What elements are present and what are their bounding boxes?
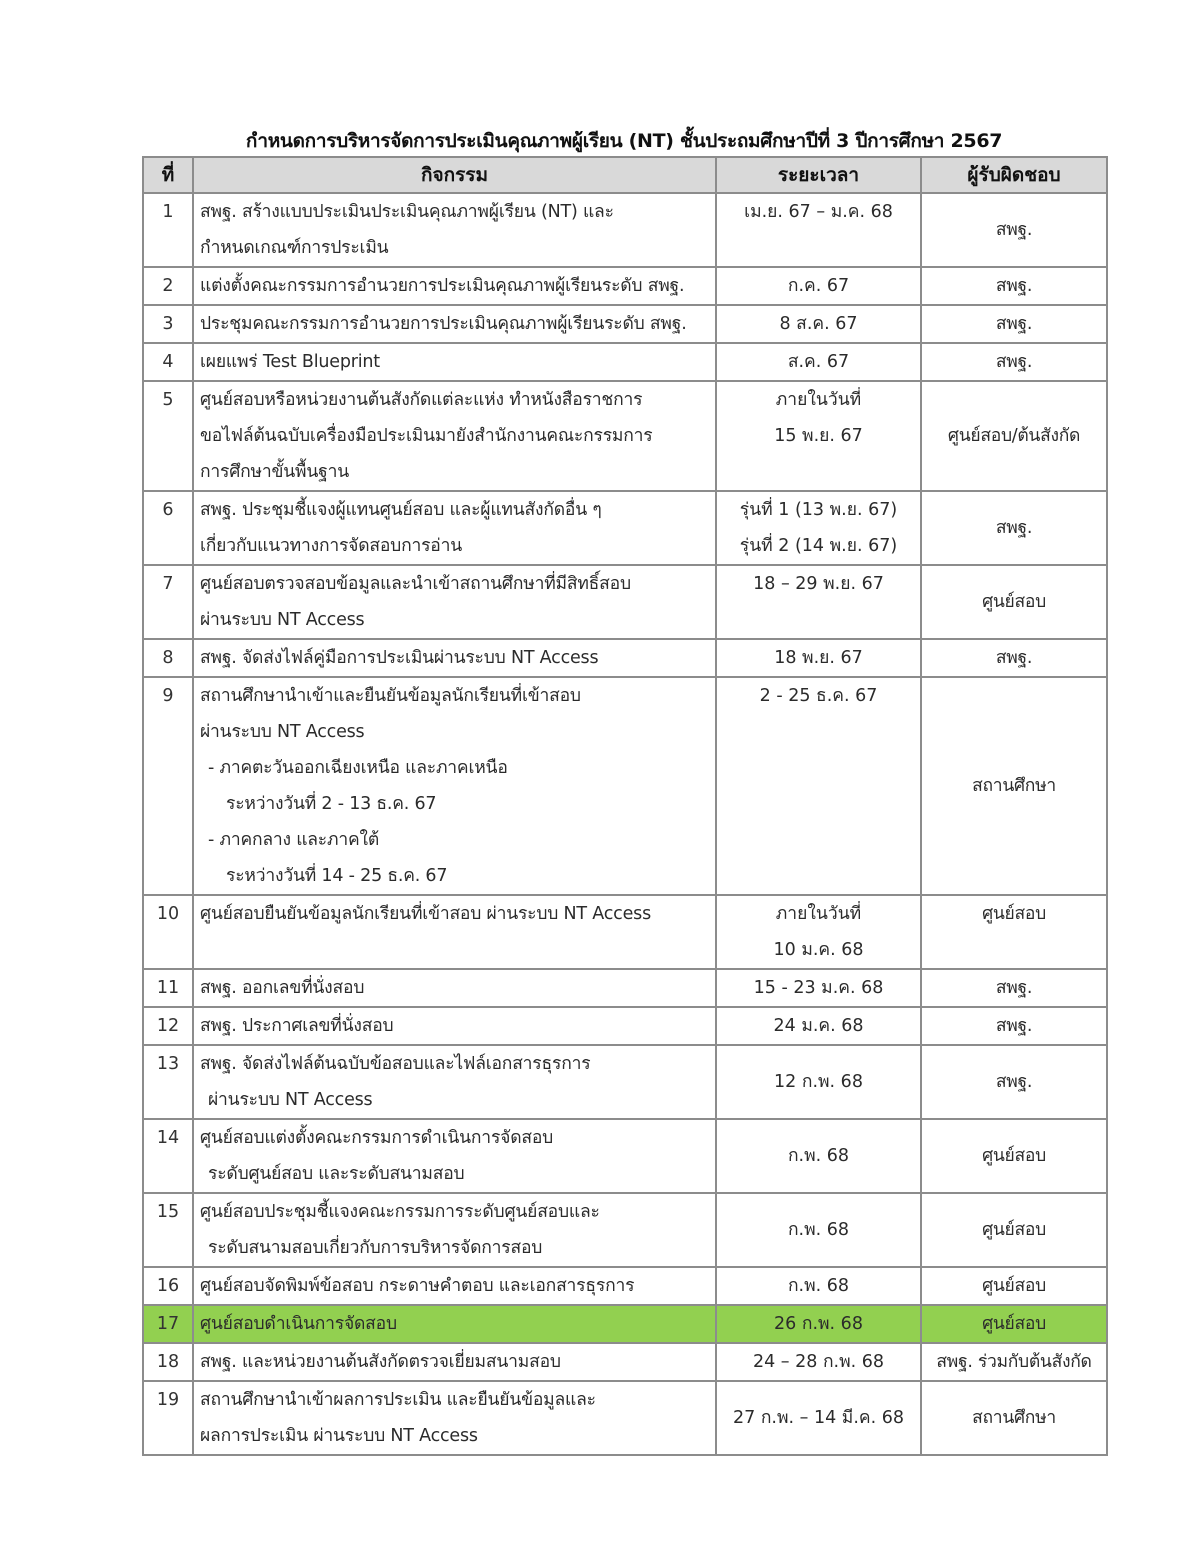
- row-number: 6: [143, 491, 193, 565]
- header-no: ที่: [143, 157, 193, 193]
- row-period: [716, 1343, 921, 1381]
- activity-line: เกี่ยวกับแนวทางการจัดสอบการอ่าน: [200, 536, 462, 556]
- row-activity: [193, 895, 716, 969]
- row-number: 7: [143, 565, 193, 639]
- period-line: ส.ค. 67: [787, 352, 850, 372]
- period-line: 26 ก.พ. 68: [774, 1314, 863, 1334]
- row-period: [716, 639, 921, 677]
- row-activity: [193, 1381, 716, 1455]
- activity-line: กำหนดเกณฑ์การประเมิน: [200, 238, 389, 258]
- row-activity: [193, 1045, 716, 1119]
- row-period: [716, 343, 921, 381]
- activity-line: ศูนย์สอบประชุมชี้แจงคณะกรรมการระดับศูนย์สอบและ: [200, 1202, 600, 1222]
- row-owner: สพฐ.: [921, 1007, 1107, 1045]
- activity-line: สพฐ. ออกเลขที่นั่งสอบ: [200, 978, 365, 998]
- row-owner: สพฐ.: [921, 193, 1107, 267]
- row-number: 9: [143, 677, 193, 895]
- activity-subitem: - ภาคกลาง และภาคใต้: [208, 830, 379, 850]
- row-period: [716, 677, 921, 895]
- table-header-row: [143, 157, 1107, 193]
- activity-line: ระดับสนามสอบเกี่ยวกับการบริหารจัดการสอบ: [208, 1238, 543, 1258]
- activity-line: ผ่านระบบ NT Access: [208, 1090, 373, 1110]
- header-period: ระยะเวลา: [716, 157, 921, 193]
- row-number: 5: [143, 381, 193, 491]
- table-row: [143, 895, 1107, 969]
- row-activity: [193, 1305, 716, 1343]
- row-owner: สถานศึกษา: [921, 677, 1107, 895]
- row-activity: [193, 381, 716, 491]
- row-activity: [193, 491, 716, 565]
- period-line: รุ่นที่ 1 (13 พ.ย. 67): [739, 500, 898, 520]
- activity-line: สถานศึกษานำเข้าและยืนยันข้อมูลนักเรียนที่เข้าสอบ: [200, 686, 581, 706]
- row-owner: ศูนย์สอบ: [921, 1267, 1107, 1305]
- activity-line: สพฐ. และหน่วยงานต้นสังกัดตรวจเยี่ยมสนามสอบ: [200, 1352, 561, 1372]
- row-activity: [193, 565, 716, 639]
- row-owner: ศูนย์สอบ: [921, 565, 1107, 639]
- activity-line: แต่งตั้งคณะกรรมการอำนวยการประเมินคุณภาพผู้เรียนระดับ สพฐ.: [200, 276, 685, 296]
- row-number: 4: [143, 343, 193, 381]
- row-number: 19: [143, 1381, 193, 1455]
- activity-line: สพฐ. จัดส่งไฟล์คู่มือการประเมินผ่านระบบ NT Access: [200, 648, 599, 668]
- row-number: 15: [143, 1193, 193, 1267]
- row-activity: [193, 969, 716, 1007]
- table-row: [143, 1007, 1107, 1045]
- activity-line: ศูนย์สอบหรือหน่วยงานต้นสังกัดแต่ละแห่ง ทำหนังสือราชการ: [200, 390, 643, 410]
- row-owner: ศูนย์สอบ/ต้นสังกัด: [921, 381, 1107, 491]
- row-number: 8: [143, 639, 193, 677]
- activity-line: ผ่านระบบ NT Access: [200, 610, 365, 630]
- row-activity: [193, 193, 716, 267]
- document-title: กำหนดการบริหารจัดการประเมินคุณภาพผู้เรียน (NT) ชั้นประถมศึกษาปีที่ 3 ปีการศึกษา 2567: [245, 130, 1003, 152]
- row-number: 17: [143, 1305, 193, 1343]
- table-row: [143, 677, 1107, 895]
- table-row: [143, 193, 1107, 267]
- table-row: [143, 305, 1107, 343]
- header-activity: กิจกรรม: [193, 157, 716, 193]
- period-line: ก.ค. 67: [787, 276, 850, 296]
- activity-line: เผยแพร่ Test Blueprint: [200, 352, 380, 372]
- table-row: [143, 639, 1107, 677]
- row-number: 18: [143, 1343, 193, 1381]
- row-activity: [193, 677, 716, 895]
- period-line: 12 ก.พ. 68: [774, 1072, 863, 1092]
- activity-line: ประชุมคณะกรรมการอำนวยการประเมินคุณภาพผู้เรียนระดับ สพฐ.: [200, 314, 687, 334]
- period-line: เม.ย. 67 – ม.ค. 68: [744, 202, 893, 222]
- row-number: 13: [143, 1045, 193, 1119]
- table-body: [143, 193, 1107, 1455]
- period-line: 8 ส.ค. 67: [779, 314, 858, 334]
- table-row-highlighted: [143, 1305, 1107, 1343]
- row-activity: [193, 639, 716, 677]
- table-row: [143, 1045, 1107, 1119]
- row-activity: [193, 305, 716, 343]
- row-period: [716, 1305, 921, 1343]
- row-period: [716, 305, 921, 343]
- table-row: [143, 267, 1107, 305]
- row-period: [716, 1045, 921, 1119]
- row-period: [716, 969, 921, 1007]
- row-number: 14: [143, 1119, 193, 1193]
- period-line: ภายในวันที่: [775, 390, 862, 410]
- row-owner: สพฐ. ร่วมกับต้นสังกัด: [921, 1343, 1107, 1381]
- header-owner: ผู้รับผิดชอบ: [921, 157, 1107, 193]
- table-row: [143, 1267, 1107, 1305]
- activity-line: ศูนย์สอบยืนยันข้อมูลนักเรียนที่เข้าสอบ ผ่านระบบ NT Access: [200, 904, 651, 924]
- row-activity: [193, 1343, 716, 1381]
- row-owner: สพฐ.: [921, 343, 1107, 381]
- period-line: 2 - 25 ธ.ค. 67: [759, 686, 878, 706]
- row-period: [716, 1267, 921, 1305]
- period-line: 15 - 23 ม.ค. 68: [753, 978, 884, 998]
- row-owner: สพฐ.: [921, 267, 1107, 305]
- table-row: [143, 1343, 1107, 1381]
- period-line: 18 พ.ย. 67: [774, 648, 863, 668]
- row-period: [716, 1193, 921, 1267]
- row-owner: สพฐ.: [921, 1045, 1107, 1119]
- activity-line: ระดับศูนย์สอบ และระดับสนามสอบ: [208, 1164, 465, 1184]
- row-activity: [193, 1267, 716, 1305]
- row-number: 1: [143, 193, 193, 267]
- period-line: ก.พ. 68: [787, 1146, 850, 1166]
- activity-line: สถานศึกษานำเข้าผลการประเมิน และยืนยันข้อมูลและ: [200, 1390, 596, 1410]
- row-owner: ศูนย์สอบ: [921, 1119, 1107, 1193]
- period-line: 24 ม.ค. 68: [773, 1016, 864, 1036]
- period-line: 27 ก.พ. – 14 มี.ค. 68: [733, 1408, 904, 1428]
- table-row: [143, 565, 1107, 639]
- table-row: [143, 343, 1107, 381]
- activity-line: สพฐ. สร้างแบบประเมินประเมินคุณภาพผู้เรียน (NT) และ: [200, 202, 614, 222]
- schedule-table: [142, 156, 1108, 1456]
- activity-line: ผลการประเมิน ผ่านระบบ NT Access: [200, 1426, 478, 1446]
- table-row: [143, 1193, 1107, 1267]
- row-period: [716, 193, 921, 267]
- period-line: ก.พ. 68: [787, 1276, 850, 1296]
- row-number: 16: [143, 1267, 193, 1305]
- row-number: 3: [143, 305, 193, 343]
- row-period: [716, 381, 921, 491]
- activity-line: สพฐ. ประชุมชี้แจงผู้แทนศูนย์สอบ และผู้แทนสังกัดอื่น ๆ: [200, 500, 602, 520]
- activity-line: การศึกษาขั้นพื้นฐาน: [200, 462, 349, 482]
- row-owner: ศูนย์สอบ: [921, 895, 1107, 969]
- row-owner: ศูนย์สอบ: [921, 1193, 1107, 1267]
- table-row: [143, 969, 1107, 1007]
- row-owner: สพฐ.: [921, 305, 1107, 343]
- activity-line: ขอไฟล์ต้นฉบับเครื่องมือประเมินมายังสำนักงานคณะกรรมการ: [200, 426, 653, 446]
- activity-subitem-date: ระหว่างวันที่ 2 - 13 ธ.ค. 67: [226, 794, 437, 814]
- activity-line: ศูนย์สอบจัดพิมพ์ข้อสอบ กระดาษคำตอบ และเอกสารธุรการ: [200, 1276, 635, 1296]
- period-line: ก.พ. 68: [787, 1220, 850, 1240]
- row-period: [716, 1119, 921, 1193]
- row-period: [716, 267, 921, 305]
- row-activity: [193, 267, 716, 305]
- row-owner: สพฐ.: [921, 491, 1107, 565]
- period-line: 15 พ.ย. 67: [774, 426, 863, 446]
- row-owner: สพฐ.: [921, 969, 1107, 1007]
- activity-line: ศูนย์สอบแต่งตั้งคณะกรรมการดำเนินการจัดสอบ: [200, 1128, 554, 1148]
- row-owner: ศูนย์สอบ: [921, 1305, 1107, 1343]
- row-period: [716, 895, 921, 969]
- row-number: 11: [143, 969, 193, 1007]
- table-row: [143, 491, 1107, 565]
- activity-subitem: - ภาคตะวันออกเฉียงเหนือ และภาคเหนือ: [208, 758, 508, 778]
- row-period: [716, 565, 921, 639]
- row-owner: สถานศึกษา: [921, 1381, 1107, 1455]
- activity-line: ศูนย์สอบตรวจสอบข้อมูลและนำเข้าสถานศึกษาที่มีสิทธิ์สอบ: [200, 574, 631, 594]
- row-number: 12: [143, 1007, 193, 1045]
- table-row: [143, 1119, 1107, 1193]
- activity-line: ศูนย์สอบดำเนินการจัดสอบ: [200, 1314, 397, 1334]
- activity-line: สพฐ. ประกาศเลขที่นั่งสอบ: [200, 1016, 394, 1036]
- activity-subitem-date: ระหว่างวันที่ 14 - 25 ธ.ค. 67: [226, 866, 448, 886]
- row-number: 2: [143, 267, 193, 305]
- activity-line: สพฐ. จัดส่งไฟล์ต้นฉบับข้อสอบและไฟล์เอกสารธุรการ: [200, 1054, 591, 1074]
- period-line: 10 ม.ค. 68: [773, 940, 864, 960]
- period-line: 18 – 29 พ.ย. 67: [753, 574, 884, 594]
- row-period: [716, 1381, 921, 1455]
- row-activity: [193, 343, 716, 381]
- row-period: [716, 1007, 921, 1045]
- row-activity: [193, 1119, 716, 1193]
- table-row: [143, 1381, 1107, 1455]
- row-activity: [193, 1007, 716, 1045]
- period-line: ภายในวันที่: [775, 904, 862, 924]
- activity-line: ผ่านระบบ NT Access: [200, 722, 365, 742]
- table-row: [143, 381, 1107, 491]
- row-activity: [193, 1193, 716, 1267]
- row-number: 10: [143, 895, 193, 969]
- row-period: [716, 491, 921, 565]
- period-line: 24 – 28 ก.พ. 68: [752, 1352, 885, 1372]
- row-owner: สพฐ.: [921, 639, 1107, 677]
- period-line: รุ่นที่ 2 (14 พ.ย. 67): [739, 536, 898, 556]
